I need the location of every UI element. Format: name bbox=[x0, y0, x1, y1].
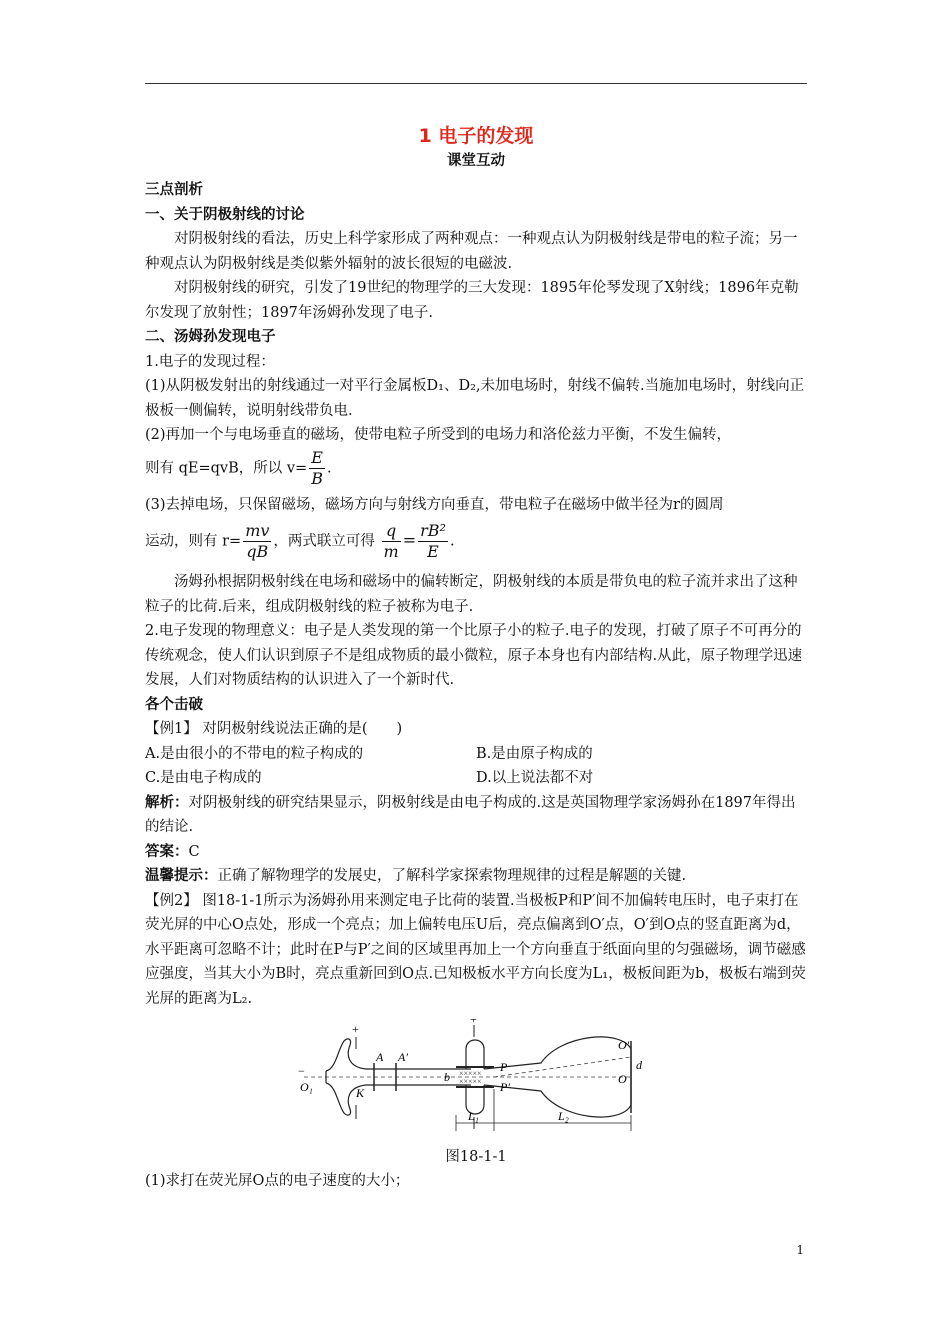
example1-answer bbox=[145, 840, 807, 865]
analysis-label: 解析： bbox=[145, 794, 189, 811]
tube-lower-outline bbox=[326, 1083, 471, 1115]
label-o: O bbox=[618, 1072, 627, 1086]
answer-text: C bbox=[188, 843, 200, 860]
tip-text: 正确了解物理学的发展史，了解科学家探索物理规律的过程是解题的关键. bbox=[217, 868, 687, 884]
label-b: b bbox=[444, 1070, 450, 1084]
frac-den: qB bbox=[246, 542, 269, 561]
fraction-e-over-b bbox=[309, 448, 325, 489]
label-o-prime: O′ bbox=[618, 1038, 630, 1052]
label-minus: − bbox=[298, 1064, 305, 1078]
doc-subtitle: 课堂互动 bbox=[447, 153, 505, 169]
fraction-rb2-over-e bbox=[418, 521, 448, 562]
example1-options-row2 bbox=[145, 766, 807, 791]
frac-num: mv bbox=[245, 521, 270, 540]
section2-para3: 汤姆孙根据阴极射线在电场和磁场中的偏转断定，阴极射线的本质是带负电的粒子流并求出了这种粒子的比荷.后来，组成阴极射线的粒子被称为电子. bbox=[145, 574, 798, 615]
section2-step2b bbox=[145, 448, 807, 489]
example1-options-row1 bbox=[145, 742, 807, 767]
frac-den: m bbox=[383, 542, 399, 561]
step3b-end: . bbox=[449, 533, 455, 550]
fraction-q-over-m bbox=[382, 521, 401, 562]
svg-text:×××××: ××××× bbox=[459, 1077, 482, 1086]
step3b-text2: ，两式联立可得 bbox=[273, 533, 375, 550]
step3b-text: 运动，则有 r= bbox=[145, 533, 242, 550]
label-plus-top: + bbox=[352, 1022, 359, 1036]
option-b: B.是由原子构成的 bbox=[476, 745, 593, 762]
fraction-mv-over-qb bbox=[243, 521, 271, 562]
section-examples: 各个击破 bbox=[145, 696, 203, 713]
section2-step2a: (2)再加一个与电场垂直的磁场，使带电粒子所受到的电场力和洛伦兹力平衡，不发生偏转， bbox=[145, 427, 732, 443]
option-d: D.以上说法都不对 bbox=[476, 770, 594, 786]
section2-heading: 二、汤姆孙发现电子 bbox=[145, 329, 276, 345]
frac-num: q bbox=[382, 521, 401, 542]
page-number: 1 bbox=[796, 1243, 804, 1257]
answer-label: 答案： bbox=[145, 843, 189, 860]
label-d: d bbox=[636, 1058, 642, 1072]
frac-den: B bbox=[311, 468, 323, 488]
label-a: A bbox=[376, 1050, 384, 1064]
example2-question1: (1)求打在荧光屏O点的电子速度的大小； bbox=[145, 1173, 410, 1189]
example2-stem: 【例2】 图18-1-1所示为汤姆孙用来测定电子比荷的装置.当极板P和P′间不加偏转电压时，电子束打在荧光屏的中心O点处，形成一个亮点；加上偏转电压U后，亮点偏离到O′点，O′到O点的竖直距离为d，水平距离可忽略不计；此时在P与P′之间的区域里再加上一个方向垂直于纸面向里的匀强磁场，调节磁感应强度，当其大小为B时，亮点重新回到O点.已知极板水平方向长度为L₁，极板间距为b，极板右端到荧光屏的距离为L₂. bbox=[145, 892, 806, 1007]
section2-item2: 2.电子发现的物理意义：电子是人类发现的第一个比原子小的粒子.电子的发现，打破了原子不可再分的传统观念，使人们认识到原子不是组成物质的最小微粒，原子本身也有内部结构.从此，原子物理学迅速发展，人们对物质结构的认识进入了一个新时代. bbox=[145, 623, 803, 688]
example1-stem: 【例1】 对阴极射线说法正确的是( ) bbox=[145, 721, 403, 737]
label-p: P bbox=[500, 1060, 508, 1074]
label-o1: O₁ bbox=[300, 1080, 313, 1094]
svg-text:×××××: ××××× bbox=[459, 1069, 482, 1078]
label-a-prime: A′ bbox=[398, 1050, 408, 1064]
frac-den: E bbox=[427, 542, 439, 561]
label-p-prime: P′ bbox=[500, 1080, 510, 1094]
step2b-text: 则有 qE=qvB，所以 v= bbox=[145, 460, 308, 476]
frac-num: rB² bbox=[420, 521, 446, 540]
label-k: K bbox=[356, 1086, 365, 1100]
document-body bbox=[145, 122, 807, 1194]
frac-num: E bbox=[309, 448, 325, 469]
label-l2: L₂ bbox=[558, 1109, 569, 1123]
tip-label: 温馨提示： bbox=[145, 868, 218, 884]
section2-step3b bbox=[145, 521, 807, 562]
figure-thomson-apparatus bbox=[145, 1019, 807, 1143]
section-three-points: 三点剖析 bbox=[145, 182, 203, 198]
label-l1: L₁ bbox=[468, 1109, 479, 1123]
section1-para2: 对阴极射线的研究，引发了19世纪的物理学的三大发现：1895年伦琴发现了X射线；1896年克勒尔发现了放射性；1897年汤姆孙发现了电子. bbox=[145, 280, 799, 321]
section2-item1: 1.电子的发现过程： bbox=[145, 353, 275, 370]
option-a: A.是由很小的不带电的粒子构成的 bbox=[145, 745, 364, 762]
step2b-end: . bbox=[326, 460, 332, 476]
figure-caption: 图18-1-1 bbox=[445, 1148, 507, 1165]
option-c: C.是由电子构成的 bbox=[145, 770, 262, 786]
example1-tip bbox=[145, 864, 807, 889]
header-rule bbox=[145, 83, 807, 84]
section1-para1: 对阴极射线的看法，历史上科学家形成了两种观点：一种观点认为阴极射线是带电的粒子流；另一种观点认为阴极射线是类似紫外辐射的波长很短的电磁波. bbox=[145, 231, 798, 272]
example1-analysis bbox=[145, 791, 807, 840]
thomson-tube-diagram bbox=[296, 1019, 656, 1134]
section2-step1: (1)从阴极发射出的射线通过一对平行金属板D₁、D₂,未加电场时，射线不偏转.当施加电场时，射线向正极板一侧偏转，说明射线带负电. bbox=[145, 378, 805, 419]
section2-step3a: (3)去掉电场，只保留磁场，磁场方向与射线方向垂直，带电粒子在磁场中做半径为r的圆周 bbox=[145, 496, 724, 513]
equals-sign: = bbox=[402, 530, 417, 550]
doc-title: 1 电子的发现 bbox=[418, 125, 534, 147]
label-plus-plate: + bbox=[470, 1019, 477, 1026]
analysis-text: 对阴极射线的研究结果显示，阴极射线是由电子构成的.这是英国物理学家汤姆孙在1897年得出的结论. bbox=[145, 794, 796, 835]
section1-heading: 一、关于阴极射线的讨论 bbox=[145, 206, 305, 223]
